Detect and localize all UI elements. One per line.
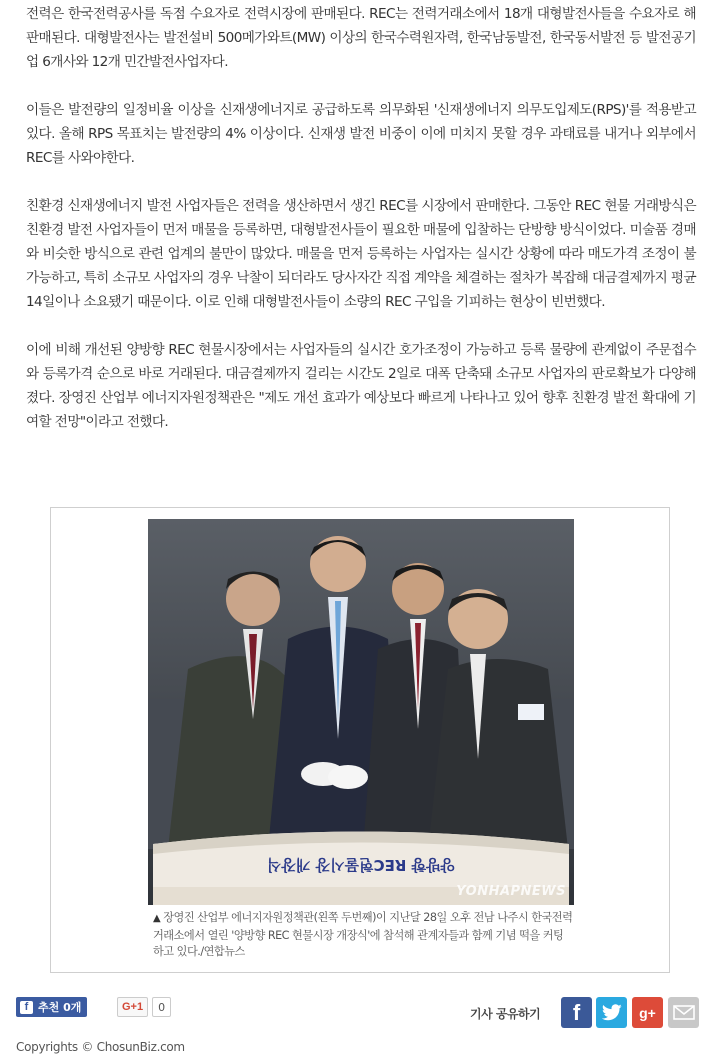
copyright-text: Copyrights © ChosunBiz.com [16,1040,185,1054]
article-paragraph: 친환경 신재생에너지 발전 사업자들은 전력을 생산하면서 생긴 REC를 시장에서 판매한다. 그동안 REC 현물 거래방식은 친환경 발전 사업자들이 먼저 매물을 등록하면, 대형발전사들이 필요한 매물에 입찰하는 단방향 방식이었다. 미술품 경매와 비슷한 방식으로 관련 업계의 불만이 많았다. 매물을 먼저 등록하는 사업자는 실시간 상황에 따라 매도가격 조정이 불가능하고, 특히 소규모 사업자의 경우 낙찰이 되더라도 당사자간 직접 계약을 체결하는 절차가 복잡해 대금결제까지 평균 14일이나 소요됐기 때문이다. 이로 인해 대형발전사들이 소량의 REC 구입을 기피하는 현상이 빈번했다. [26,198,696,310]
article-paragraph: 전력은 한국전력공사를 독점 수요자로 전력시장에 판매된다. REC는 전력거래소에서 18개 대형발전사들을 수요자로 해 판매된다. 대형발전사는 발전설비 500메가와트(MW) 이상의 한국수력원자력, 한국남동발전, 한국동서발전 등 발전공기업 6개사와 12개 민간발전사업자다. [26,6,696,70]
caption-text: 장영진 산업부 에너지자원정책관(왼쪽 두번째)이 지난달 28일 오후 전남 나주시 한국전력거래소에서 열린 '양방향 REC 현물시장 개장식'에 참석해 관계자들과 함께 기념 떡을 커팅하고 있다./연합뉴스 [153,911,573,958]
photo-figure [50,507,670,973]
facebook-like-button[interactable] [16,997,87,1017]
photo-caption [153,910,573,961]
photo-illustration [148,519,574,905]
google-plus-button[interactable]: G+1 [117,997,148,1017]
article-paragraph: 이에 비해 개선된 양방향 REC 현물시장에서는 사업자들의 실시간 호가조정이 가능하고 등록 물량에 관계없이 주문접수와 등록가격 순으로 바로 거래된다. 대금결제까지 걸리는 시간도 2일로 대폭 단축돼 소규모 사업자의 판로확보가 다양해졌다. 장영진 산업부 에너지자원정책관은 "제도 개선 효과가 예상보다 빠르게 나타나고 있어 향후 친환경 발전 확대에 기여할 전망"이라고 전했다. [26,342,696,430]
google-plus-count: 0 [152,997,171,1017]
twitter-bird-shape [602,1004,622,1021]
article-body [26,0,696,458]
facebook-icon: f [20,1001,33,1014]
mail-icon[interactable] [668,997,699,1028]
yonhap-watermark: YONHAPNEWS [456,884,566,899]
facebook-like-label: 추천 0개 [38,1001,82,1014]
share-label: 기사 공유하기 [470,1007,541,1021]
social-bar [0,995,715,1035]
twitter-icon[interactable] [596,997,627,1028]
google-plus-one[interactable] [117,997,171,1017]
google-plus-icon[interactable]: g+ [632,997,663,1028]
envelope-shape [673,1005,695,1020]
article-paragraph: 이들은 발전량의 일정비율 이상을 신재생에너지로 공급하도록 의무화된 '신재생에너지 의무도입제도(RPS)'를 적용받고 있다. 올해 RPS 목표치는 발전량의 4% 이상이다. 신재생 발전 비중이 이에 미치지 못할 경우 과태료를 내거나 외부에서 REC를 사와야한다. [26,102,696,166]
news-photo[interactable] [148,519,574,905]
caption-marker: ▲ [153,913,161,924]
facebook-icon[interactable]: f [561,997,592,1028]
cake-lettering: 양방향 REC현물시장 개장식 [266,856,456,874]
